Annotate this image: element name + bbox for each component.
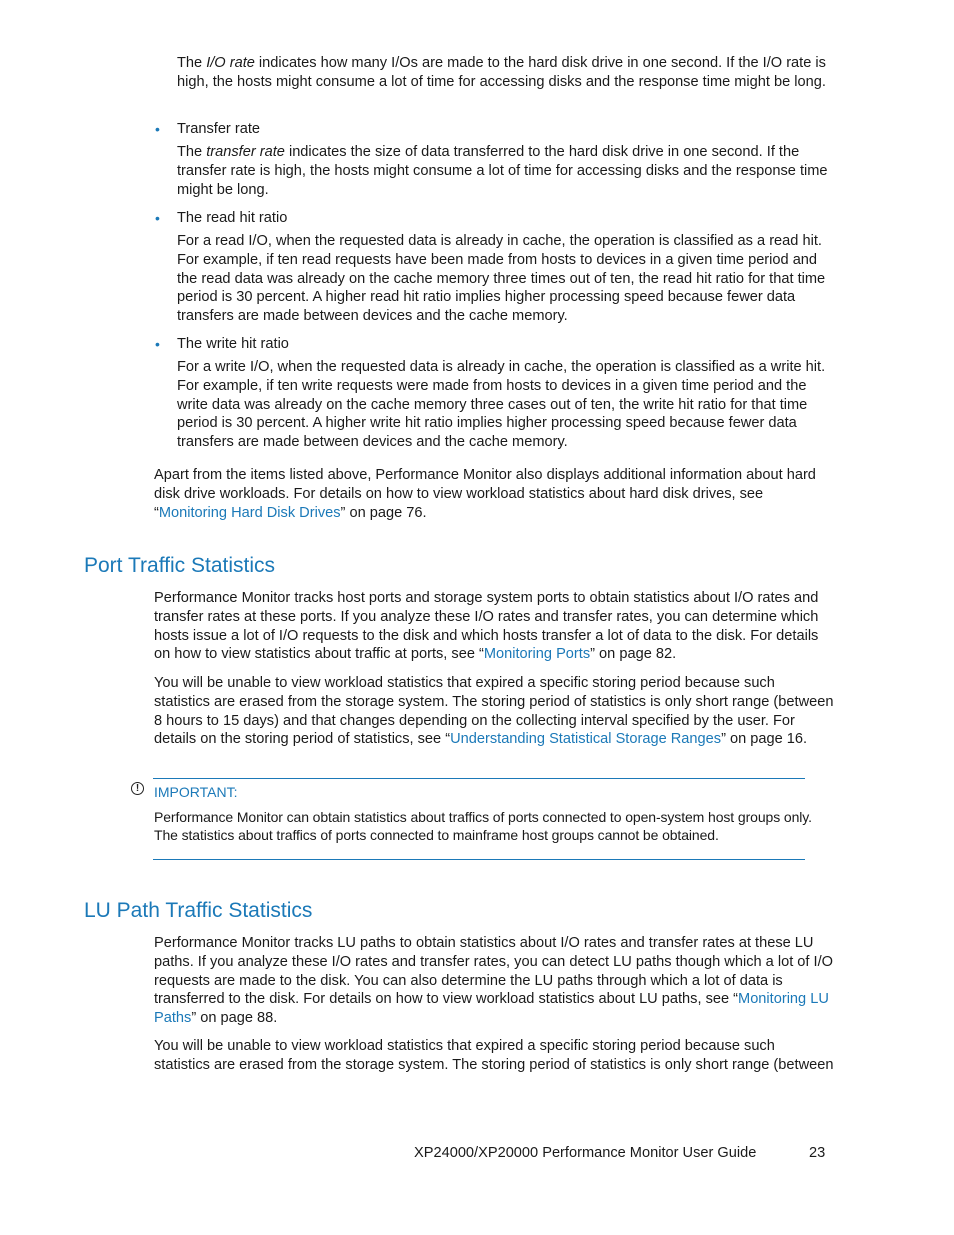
lu-path-paragraph-1: Performance Monitor tracks LU paths to obtain statistics about I/O rates and transfer rates at these LU paths. If you analyze these I/O rates and transfer rates, you can detect LU paths though which a lot of I/O requests are made to the disk. You can also determine the LU paths through which a lot of data is transferred to the disk. For details on how to view workload statistics about LU paths, see “Monitoring LU Paths” on page 88. xyxy=(154,935,833,1027)
port-traffic-paragraph-1: Performance Monitor tracks host ports and storage system ports to obtain statistics about I/O rates and transfer rates at these ports. If you analyze these I/O rates and transfer rates, you can determine which hosts issue a lot of I/O requests to the disk and which hosts transfer a lot of data to the disk. For details on how to view statistics about traffic at ports, see “Monitoring Ports” on page 82. xyxy=(154,590,819,663)
footer-title: XP24000/XP20000 Performance Monitor User Guide xyxy=(414,1145,757,1161)
monitoring-ports-link[interactable]: Monitoring Ports xyxy=(483,646,591,663)
important-text: Performance Monitor can obtain statistics about traffics of ports connected to open-system host groups only. The statistics about traffics of ports connected to mainframe host groups cannot be obtained. xyxy=(154,809,812,844)
monitoring-hard-disk-drives-link[interactable]: Monitoring Hard Disk Drives xyxy=(158,504,341,521)
section-heading-lu-path-traffic: LU Path Traffic Statistics xyxy=(84,899,313,922)
bullet-label-write-hit-ratio: The write hit ratio xyxy=(177,336,289,352)
bullet-label-read-hit-ratio: The read hit ratio xyxy=(177,210,288,226)
understanding-storage-ranges-link[interactable]: Understanding Statistical Storage Ranges xyxy=(450,731,722,748)
lu-path-paragraph-2: You will be unable to view workload statistics that expired a specific storing period because such statistics are erased from the storage system. The storing period of statistics is only short range (between xyxy=(154,1038,834,1073)
bullet-label-transfer-rate: Transfer rate xyxy=(177,121,260,137)
important-icon: ! xyxy=(131,782,144,795)
bullet-icon: • xyxy=(155,336,160,352)
write-hit-ratio-description: For a write I/O, when the requested data is already in cache, the operation is classified as a write hit. For example, if ten write requests were made from hosts to devices in a given time period and the write data was already on the cache memory three cases out of ten, the write hit ratio for that time period is 30 percent. A higher write hit ratio implies higher processing speed because fewer data transfers are made between devices and the cache memory. xyxy=(177,359,826,451)
bullet-icon: • xyxy=(155,210,160,226)
read-hit-ratio-description: For a read I/O, when the requested data is already in cache, the operation is classified as a read hit. For example, if ten read requests have been made from hosts to devices in a given time period and the read data was already on the cache memory three times out of ten, the read hit ratio for that time period is 30 percent. A higher read hit ratio implies higher processing speed because fewer data transfers are made between devices and the cache memory. xyxy=(177,233,826,325)
bullet-icon: • xyxy=(155,121,160,137)
transfer-rate-description: The transfer rate indicates the size of data transferred to the hard disk drive in one second. If the transfer rate is high, the hosts might consume a lot of time for accessing disks and the response time might be long. xyxy=(177,144,828,198)
transfer-rate-term: transfer rate xyxy=(206,144,285,160)
port-traffic-paragraph-2: You will be unable to view workload statistics that expired a specific storing period because such statistics are erased from the storage system. The storing period of statistics is only short range (between 8 hours to 15 days) and that changes depending on the collecting interval specified by the user. For details on the storing period of statistics, see “Understanding Statistical Storage Ranges” on page 16. xyxy=(154,675,834,748)
monitoring-lu-paths-link[interactable]: Monitoring LU Paths xyxy=(154,991,829,1027)
important-bottom-rule xyxy=(153,859,805,860)
io-rate-description: The I/O rate indicates how many I/Os are made to the hard disk drive in one second. If the I/O rate is high, the hosts might consume a lot of time for accessing disks and the response time might be long. xyxy=(177,55,826,90)
section-heading-port-traffic: Port Traffic Statistics xyxy=(84,554,275,577)
important-top-rule xyxy=(153,778,805,779)
io-rate-term: I/O rate xyxy=(206,55,255,71)
additional-info-paragraph: Apart from the items listed above, Performance Monitor also displays additional information about hard disk drive workloads. For details on how to view workload statistics about hard disk drives, see “Monitoring Hard Disk Drives” on page 76. xyxy=(154,467,816,521)
page-number: 23 xyxy=(809,1145,826,1161)
important-label: IMPORTANT: xyxy=(154,784,238,800)
